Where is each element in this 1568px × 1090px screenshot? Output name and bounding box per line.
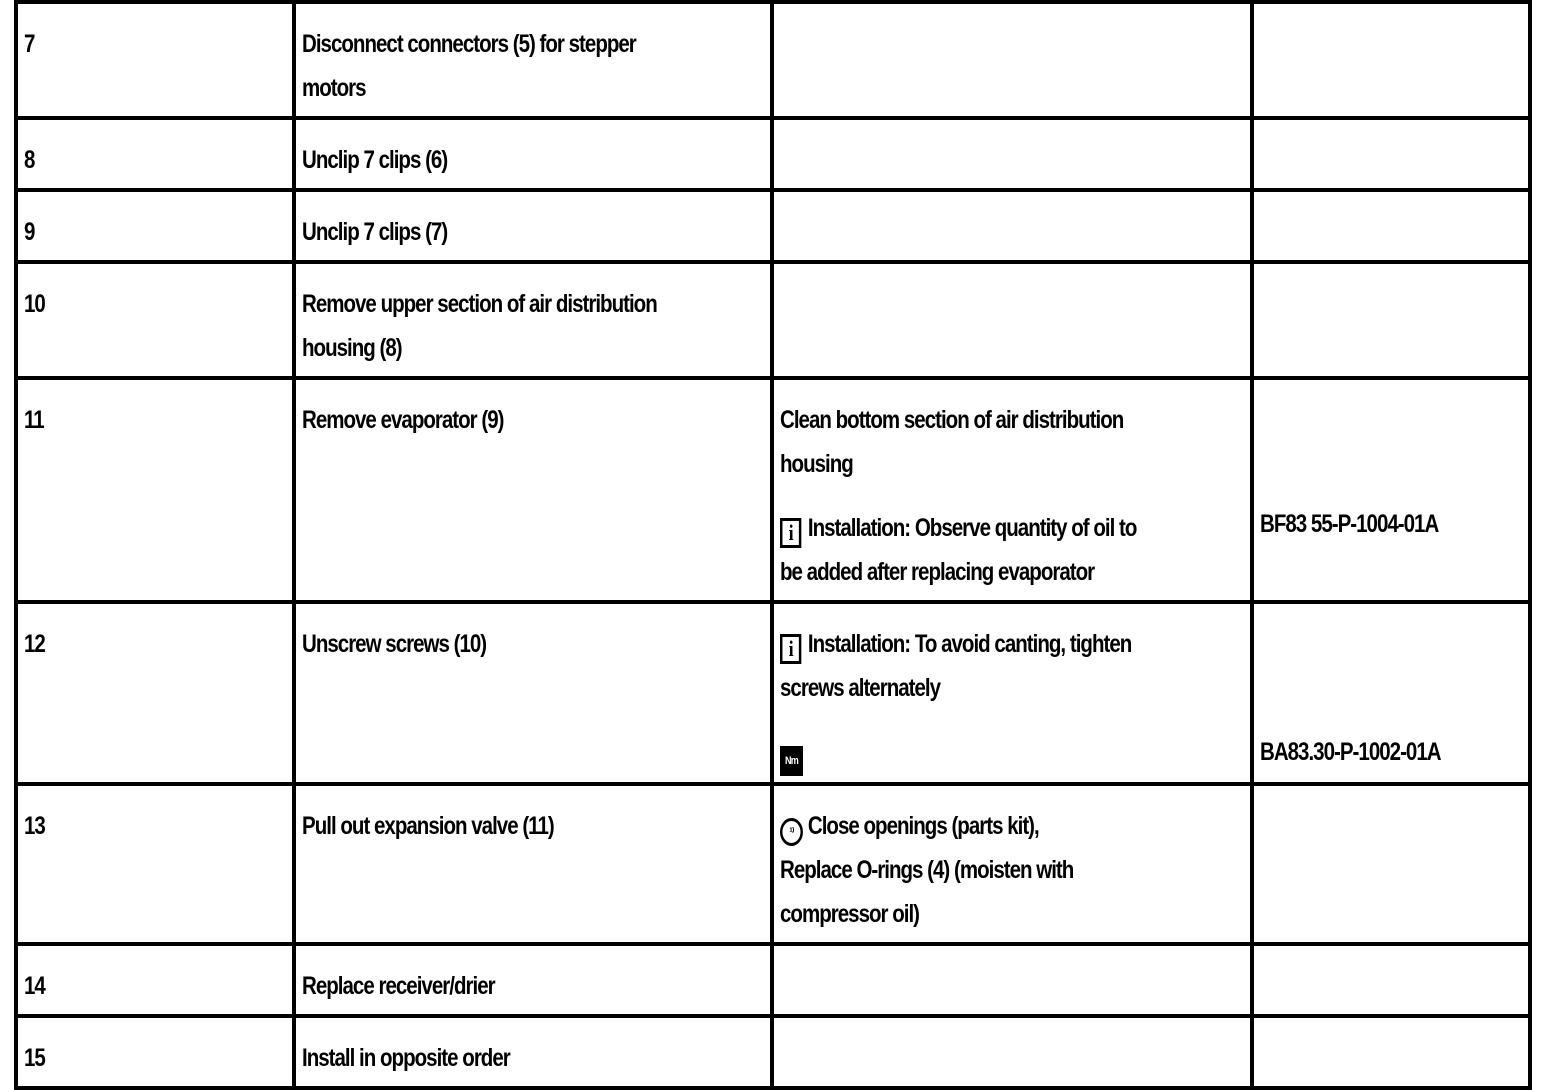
environment-icon: ¹⁾ [780, 818, 803, 846]
note-installation: i Installation: To avoid canting, tighten screws alternately [780, 630, 1132, 702]
step-reference: BA83.30-P-1002-01A [1252, 602, 1530, 784]
table-row [16, 190, 1530, 262]
table-row [16, 1016, 1530, 1088]
step-notes [772, 1016, 1252, 1088]
table-row [16, 602, 1530, 784]
step-number: 8 [16, 118, 294, 190]
step-reference [1252, 118, 1530, 190]
note-clean: Clean bottom section of air distribution housing [780, 406, 1124, 478]
procedure-table [14, 0, 1532, 1090]
step-notes [772, 378, 1252, 602]
step-number: 10 [16, 262, 294, 378]
step-number: 7 [16, 2, 294, 118]
info-icon: i [780, 518, 801, 548]
step-action: Unscrew screws (10) [294, 602, 772, 784]
step-action: Replace receiver/drier [294, 944, 772, 1016]
table-row [16, 262, 1530, 378]
table-row [16, 2, 1530, 118]
step-reference [1252, 190, 1530, 262]
step-number: 14 [16, 944, 294, 1016]
step-notes [772, 262, 1252, 378]
step-reference [1252, 784, 1530, 944]
step-number: 12 [16, 602, 294, 784]
note-installation: i Installation: Observe quantity of oil to be added after replacing evaporator [780, 514, 1137, 586]
step-notes [772, 944, 1252, 1016]
table-row [16, 378, 1530, 602]
step-number: 13 [16, 784, 294, 944]
note-environment: ¹⁾ Close openings (parts kit), Replace O-rings (4) (moisten with compressor oil) [780, 812, 1074, 928]
step-number: 9 [16, 190, 294, 262]
table-row [16, 118, 1530, 190]
step-action: Unclip 7 clips (6) [294, 118, 772, 190]
step-notes [772, 118, 1252, 190]
info-icon: i [780, 634, 801, 664]
step-notes [772, 602, 1252, 784]
step-action: Disconnect connectors (5) for stepper motors [294, 2, 772, 118]
step-reference [1252, 944, 1530, 1016]
step-action: Remove upper section of air distribution housing (8) [294, 262, 772, 378]
step-notes [772, 190, 1252, 262]
step-reference [1252, 1016, 1530, 1088]
step-action: Install in opposite order [294, 1016, 772, 1088]
step-reference [1252, 2, 1530, 118]
torque-nm-icon: Nm [780, 746, 803, 776]
step-number: 15 [16, 1016, 294, 1088]
note-torque [780, 730, 1131, 776]
step-reference: BF83 55-P-1004-01A [1252, 378, 1530, 602]
step-action: Remove evaporator (9) [294, 378, 772, 602]
table-row [16, 784, 1530, 944]
procedure-table-container [14, 0, 1528, 1090]
step-number: 11 [16, 378, 294, 602]
table-row [16, 944, 1530, 1016]
step-action: Pull out expansion valve (11) [294, 784, 772, 944]
step-notes [772, 784, 1252, 944]
step-notes [772, 2, 1252, 118]
step-reference [1252, 262, 1530, 378]
step-action: Unclip 7 clips (7) [294, 190, 772, 262]
